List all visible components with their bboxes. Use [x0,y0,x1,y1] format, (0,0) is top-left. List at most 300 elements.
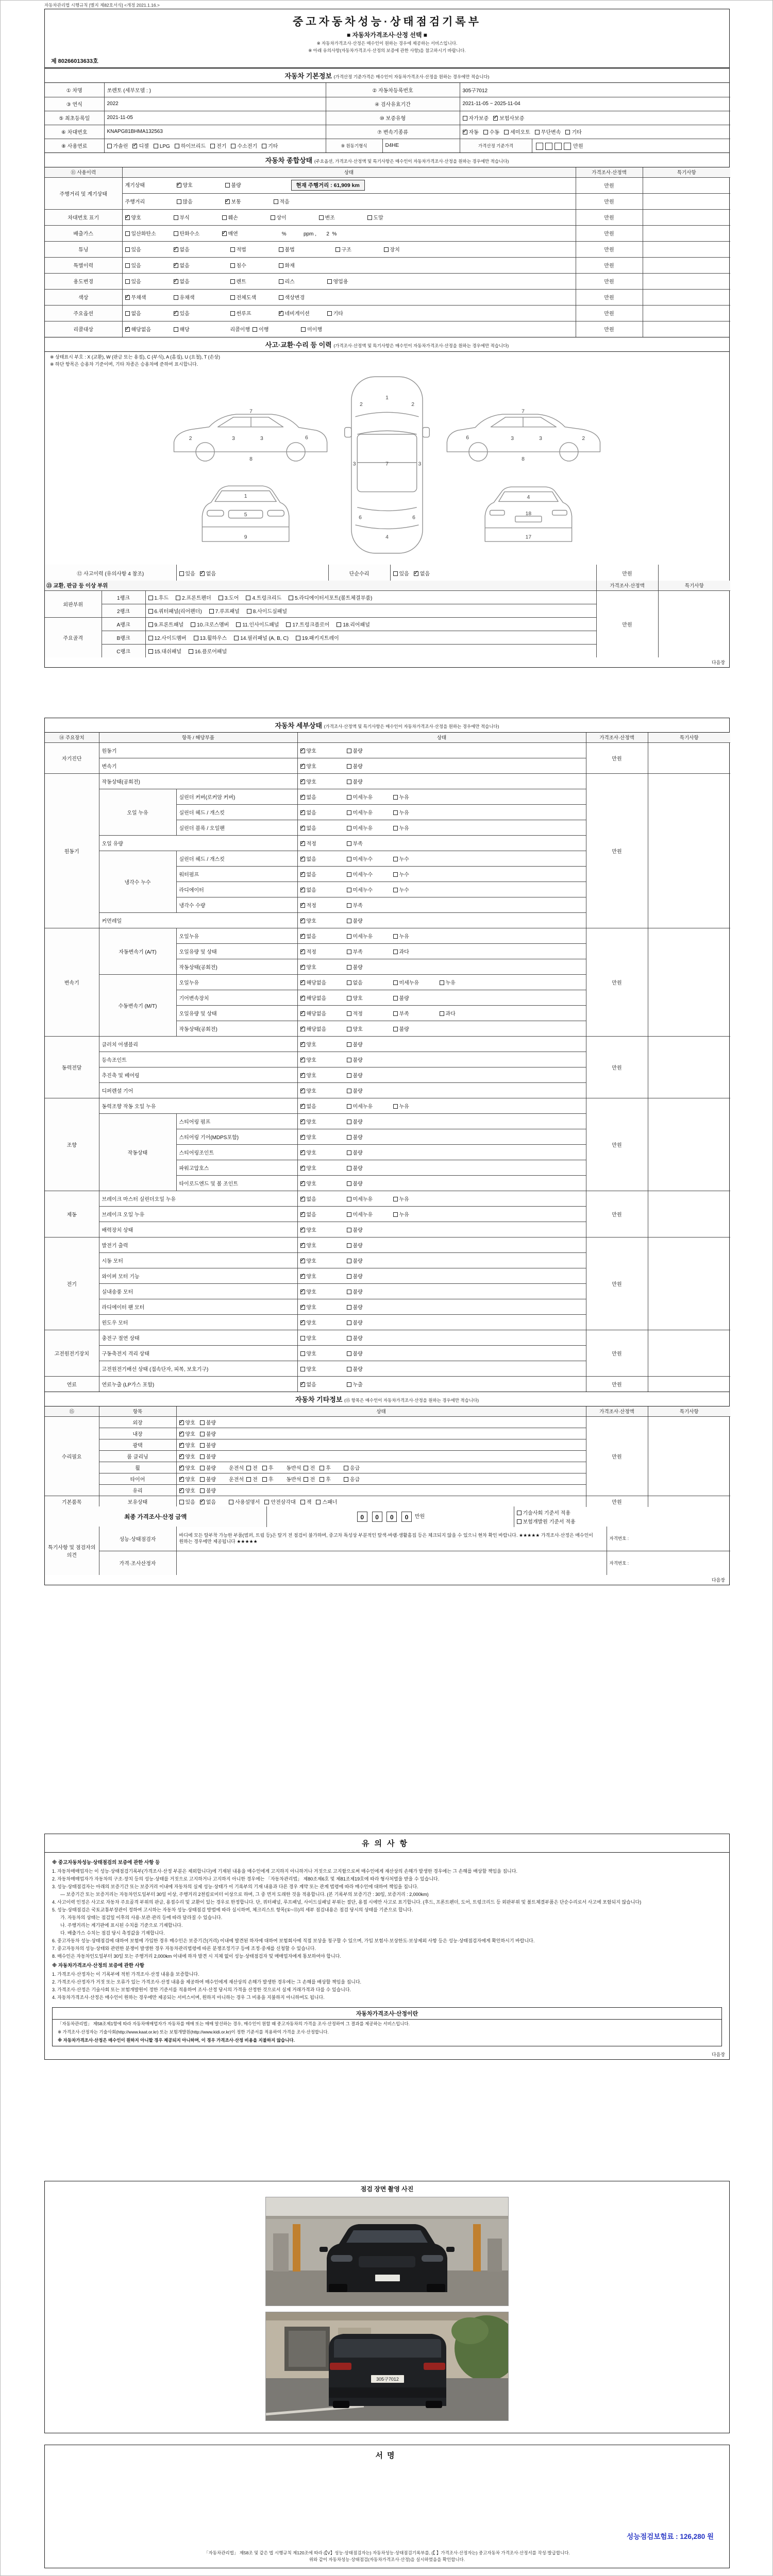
option-label: 보통 [231,199,241,205]
section-header-detail [45,718,729,733]
option-label: 자동 [468,130,479,135]
option-label: 없음 [179,247,190,253]
status-cell [297,959,586,974]
checkbox-option [300,994,346,1002]
option-label: 부족 [352,903,363,909]
checkbox-option [194,634,227,641]
unchecked-checkbox-icon [347,1228,351,1232]
price-cell: 만원 [576,257,643,273]
appraiser-qualification: 자격번호 : [607,1551,730,1575]
checked-checkbox-icon [279,311,283,316]
checkbox-option [565,128,581,135]
section-title: 자동차 종합상태 [265,157,313,164]
unchecked-checkbox-icon [393,795,398,800]
checkbox-option [231,142,257,149]
note-cell [643,305,730,321]
note-cell [648,1237,730,1330]
svg-text:5: 5 [244,512,247,518]
checkbox-option [279,293,326,301]
checked-checkbox-icon [300,1104,305,1109]
svg-text:3: 3 [352,461,356,467]
table-row [45,97,730,111]
unchecked-checkbox-icon [347,1305,351,1310]
column-header: ⑮ [45,1406,99,1416]
note-cell [643,257,730,273]
option-label: 미이행 [307,327,323,333]
option-label: 불량 [352,1088,363,1094]
checked-checkbox-icon [174,311,178,316]
unchecked-checkbox-icon [384,247,389,252]
pricing-standard-options [514,1506,730,1527]
checkbox-option [347,1133,392,1141]
status-cell [297,1005,586,1021]
checkbox-option [347,1303,392,1311]
option-label: 10.크로스멤버 [197,622,229,628]
option-label: 양호 [306,1150,316,1156]
overall-row [45,289,730,305]
option-label: 없음 [206,571,216,577]
option-label: 불량 [352,1181,363,1187]
note-cell [643,273,730,289]
unchecked-checkbox-icon [393,950,398,954]
column-header: 가격조사·산정액 [576,167,643,177]
checkbox-option [300,762,346,770]
option-label: 미세누수 [352,887,373,893]
overall-row [45,209,730,225]
option-label: 해당없음 [131,327,152,333]
checked-checkbox-icon [300,795,305,800]
svg-text:2: 2 [411,402,415,408]
option-label: 매연 [228,231,238,237]
status-cell [297,1144,586,1160]
unchecked-checkbox-icon [347,934,351,939]
option-label: 후 [326,1477,331,1483]
final-price-value [266,1506,514,1527]
checkbox-option [125,325,173,333]
note-cell [643,209,730,225]
panel-group-label: 주요골격 [45,617,102,657]
next-page-marker: 다음장 [711,660,725,665]
history-item-label: 색상 [45,289,122,305]
option-label: 없음 [306,810,316,816]
option-label: 양호 [306,1073,316,1079]
repair-group-label: 수리필요 [45,1416,99,1496]
option-label: 상이 [276,215,287,221]
option-label: 1.후드 [154,595,169,601]
unchecked-checkbox-icon [230,311,235,316]
unchecked-checkbox-icon [209,609,214,614]
price-cell: 만원 [586,1237,648,1330]
checkbox-option [300,1303,346,1311]
option-label: 누수 [399,887,409,893]
notice-line: 6. 중고자동차 성능·상태점검에 대하여 보험에 가입한 경우 매수인은 보증기간(거리) 이내에 발견된 하자에 대하여 보험회사에 직접 보상을 청구할 수 있으며, 가입 보험사·보상한도·보상제외 사항 등은 성능·상태점검자에게 확인하시기 바랍니다. [52,1938,535,1944]
checkbox-option [225,197,273,205]
option-label: 양호 [306,1042,316,1048]
checkbox-option [236,620,279,628]
field-label-first-registration: ⑤ 최초등록일 [45,111,104,125]
option-label: 6.쿼터패널(리어펜더) [154,608,202,615]
option-label: 불량 [352,764,363,770]
option-label: 보험사보증 [499,116,525,122]
option-label: 응급 [349,1465,360,1471]
engine-type-value: D4HE [382,139,460,152]
svg-text:8: 8 [522,456,525,462]
note-cell [658,590,730,657]
checked-checkbox-icon [222,231,227,236]
unchecked-checkbox-icon [175,144,179,148]
checkbox-option [179,569,195,577]
overall-status-table [45,167,730,337]
option-label: 없음 [306,887,316,893]
checkbox-option [225,181,273,189]
overall-row [45,177,730,193]
option-label: 7.루프패널 [215,608,240,615]
price-cell: 만원 [576,273,643,289]
option-label: 불량 [399,1026,409,1032]
status-cell [176,1496,586,1507]
item-label: 유리 [99,1484,176,1496]
item-label: 시동 모터 [99,1252,297,1268]
checkbox-option [347,901,392,909]
option-label: 기타 [333,311,343,317]
checked-checkbox-icon [179,1488,184,1493]
item-label: 구동축전지 격리 상태 [99,1345,297,1361]
unchecked-checkbox-icon [347,1382,351,1387]
section-note: (가격조사·산정액 및 특기사항은 매수인이 자동차가격조사·산정을 원하는 경우에만 적습니다) [324,724,499,729]
unchecked-checkbox-icon [246,1477,251,1482]
definition-line: ※ 가격조사·산정자는 기술사회(http://www.kaat.or.kr) 또는 보험개발원(http://www.kidi.or.kr)이 정한 기준서를 적용하여 가격을 조사·산정합니다. [58,2029,329,2035]
appraiser-role-label: 가격·조사산정자 [99,1551,176,1575]
checked-checkbox-icon [177,183,181,188]
unchecked-checkbox-icon [347,764,351,769]
checkbox-option [347,1117,392,1125]
note-cell [648,1191,730,1237]
option-label: 양호 [306,1274,316,1280]
status-cell [176,1473,586,1484]
detail-row [45,1376,730,1392]
overall-row [45,273,730,289]
sub-item-label: 계기상태 [125,183,145,189]
unchecked-checkbox-icon [393,810,398,815]
signature-legal-text [45,2550,729,2564]
inspector-opinion-text: 바디에 모든 탈부착 가능한 부품(범퍼, 트림 등)은 탈거 전 점검이 불가하며, 중고차 특성상 부분적인 탈색·바램·생활흠집 등은 체크되지 않을 수 있으니 현차 확인 바랍니다. ★★★★★ 가격조사·산정은 매수인이 원하는 경우에만 제공됩니다 ★★★★★ [176,1527,607,1551]
unchecked-checkbox-icon [200,1432,205,1436]
simple-repair-options [390,565,596,581]
option-label: 구조 [341,247,351,253]
checkbox-option [300,1056,346,1063]
status-cell [297,820,586,835]
unchecked-checkbox-icon [279,263,283,268]
option-label: 해당없음 [306,980,327,986]
option-label: 양호 [306,1088,316,1094]
option-label: 적정 [352,1011,363,1017]
checkbox-option [347,1334,392,1342]
status-cell [176,1439,586,1450]
section-header-accident [45,337,729,352]
checkbox-option [125,213,173,221]
option-label: 누유 [399,810,409,816]
sub-item-label: 타이로드엔드 및 볼 조인트 [176,1175,297,1191]
unchecked-checkbox-icon [279,295,283,300]
unchecked-checkbox-icon [225,183,230,188]
unchecked-checkbox-icon [347,1336,351,1341]
option-label: 양호 [306,1351,316,1357]
unchecked-checkbox-icon [286,622,291,627]
checkbox-option [347,947,392,955]
price-cell: 만원 [586,1376,648,1392]
checked-checkbox-icon [179,1443,184,1448]
unchecked-checkbox-icon [347,1351,351,1356]
item-label: 배력장치 상태 [99,1222,297,1237]
checked-checkbox-icon [300,764,305,769]
price-cell: 만원 [586,1330,648,1376]
checkbox-option [393,808,439,816]
price-unit: 만원 [573,143,583,149]
option-label: 네비게이션 [284,311,310,317]
checkbox-option [393,569,409,577]
note-cell [648,742,730,773]
option-label: 불량 [352,1150,363,1156]
insurance-fee-value: 126,280 원 [680,2533,714,2540]
option-label: 잭 [306,1499,312,1505]
item-label: 등속조인트 [99,1052,297,1067]
price-cell: 만원 [586,1496,648,1507]
option-label: 누유 [399,1104,409,1110]
overall-row [45,257,730,273]
notice-title: 유의사항 [45,1834,729,1853]
checked-checkbox-icon [463,130,467,134]
checkbox-option [517,1509,728,1516]
unchecked-checkbox-icon [347,1011,351,1016]
unchecked-checkbox-icon [274,199,278,204]
option-label: 4.트렁크리드 [252,595,282,601]
option-label: 있음 [131,263,141,269]
detail-row [45,1330,730,1345]
inspection-photo-front-wrap [45,2197,729,2308]
option-label: 불량 [206,1465,216,1471]
unchecked-checkbox-icon [200,1488,205,1493]
sub-item-label: 스티어링조인트 [176,1144,297,1160]
option-label: 불량 [231,183,241,189]
option-label: 적음 [279,199,290,205]
legal-line-1: 「자동차관리법」 제58조 및 같은 법 시행규칙 제120조에 따라 (【V】성능·상태점검자는) 자동차성능·상태점검기록부를, (【 】가격조사·산정자는) 중고자동차 가격조사·산정서를 작성·발급합니다. [204,2550,570,2555]
checkbox-option [300,886,346,893]
unchecked-checkbox-icon [393,1104,398,1109]
unchecked-checkbox-icon [200,1477,205,1482]
item-label: 추진축 및 베어링 [99,1067,297,1082]
option-label: 16.플로어패널 [195,649,227,655]
panel-items-cell [145,644,596,657]
unchecked-checkbox-icon [393,1011,398,1016]
checked-checkbox-icon [300,965,305,970]
checkbox-option [300,1272,346,1280]
option-label: 있음 [131,279,141,285]
sub-item-label: 실린더 헤드 / 개스킷 [176,851,297,866]
option-label: 침수 [236,263,246,269]
unchecked-checkbox-icon [347,1243,351,1248]
unchecked-checkbox-icon [347,1104,351,1109]
unchecked-checkbox-icon [320,1466,324,1470]
option-label: 없음 [306,794,316,801]
option-label: 누수 [399,872,409,878]
column-header: ⑭ 주요장치 [45,733,99,742]
definition-box-title: 자동차가격조사·산정이란 [53,2008,721,2020]
checkbox-option [264,1498,295,1505]
first-registration-value: 2021-11-05 [104,111,326,125]
option-label: 불량 [352,1258,363,1264]
option-label: 불량 [206,1431,216,1437]
status-cell [297,912,586,928]
checkbox-option [493,114,524,122]
svg-text:1: 1 [385,395,389,401]
checkbox-option [125,261,173,269]
item-label: 냉각수 누수 [99,851,176,912]
unchecked-checkbox-icon [344,1466,348,1470]
option-label: 미세누유 [352,1212,373,1218]
checkbox-option [179,1430,195,1437]
accident-history-table [45,565,730,581]
checkbox-option [174,277,221,285]
item-label: 실내송풍 모터 [99,1283,297,1299]
section-header-etc [45,1392,729,1406]
svg-text:2: 2 [582,436,585,442]
checkbox-option [253,325,300,333]
status-cell [297,1361,586,1376]
checkbox-option [300,1117,346,1125]
option-label: 자가보증 [468,116,489,122]
section-note: (가격산정 기준가격은 매수인이 자동차가격조사·산정을 원하는 경우에만 적습니다) [333,74,490,79]
device-label: 원동기 [45,773,99,928]
checkbox-option [393,994,439,1002]
item-label: 휠 [99,1462,176,1473]
checkbox-option [179,1486,195,1494]
option-label: 미세누수 [352,872,373,878]
checkbox-option [347,747,392,754]
svg-text:6: 6 [412,515,415,521]
option-label: 불량 [352,964,363,971]
price-cell: 만원 [576,305,643,321]
option-label: 미세누유 [399,980,419,986]
table-row [45,139,730,152]
unchecked-checkbox-icon [177,199,181,204]
checkbox-option [393,886,439,893]
checkbox-option [174,293,221,301]
document-subtitle: ■ 자동차가격조사·산정 선택 ■ [346,31,427,39]
item-label: 변속기 [99,758,297,773]
sub-item-label: 오일유량 및 상태 [176,1005,297,1021]
checked-checkbox-icon [300,1305,305,1310]
status-cell [122,257,576,273]
option-label: 11.인사이드패널 [242,622,279,628]
panel-items-cell [145,604,596,617]
item-label: 작동상태(공회전) [99,773,297,789]
unchecked-checkbox-icon [347,1367,351,1371]
device-label: 변속기 [45,928,99,1036]
checkbox-option [393,793,439,801]
option-label: 양호 [306,1366,316,1372]
device-label: 동력전달 [45,1036,99,1098]
svg-text:1: 1 [244,493,247,499]
option-label: 양호 [306,1243,316,1249]
checkbox-option [300,870,346,878]
checkbox-option [286,620,329,628]
unchecked-checkbox-icon [535,130,540,134]
checkbox-option [393,1009,439,1017]
inspection-photo-rear-wrap [45,2312,729,2423]
svg-text:3: 3 [232,436,235,442]
history-item-label: 주행거리 및 계기상태 [45,177,122,209]
section-header-basic-info [45,68,729,83]
unchecked-checkbox-icon [262,1466,267,1470]
option-label: 양호 [306,1134,316,1141]
svg-text:17: 17 [525,534,532,540]
definition-line: 「자동차관리법」 제58조제1항에 따라 자동차매매업자가 자동차를 매매 또는 매매 알선하는 경우, 매수인이 원할 때 중고자동차의 가격을 조사·산정하여 그 결과를 제공하는 서비스입니다. [58,2021,410,2027]
checkbox-option [347,870,392,878]
inspector-opinion-table [45,1527,730,1575]
checked-checkbox-icon [300,1042,305,1047]
option-label: 양호 [306,1119,316,1125]
option-label: 양호 [306,918,316,924]
rank-label: C랭크 [102,644,145,657]
history-item-label: 주요옵션 [45,305,122,321]
option-label: 사용설명서 [235,1499,260,1505]
option-label: 불량 [352,1042,363,1048]
checkbox-option [347,1102,392,1110]
vehicle-panel-diagram [160,370,614,560]
checkbox-option [300,808,346,816]
notice-line: 1. 자동차매매업자는 이 성능·상태점검기록부(가격조사·산정 부분은 제외합니다)에 기재된 내용을 매수인에게 고지하지 아니하거나 거짓으로 고지함으로써 매수인에게 재산상의 손해가 발생한 경우에는 그 손해를 배상할 책임을 집니다. [52,1868,517,1874]
table-row [45,1506,730,1527]
next-page-marker: 다음장 [711,1578,725,1583]
option-label: 미세누유 [352,810,373,816]
option-label: 양호 [306,1304,316,1311]
sub-item-label: 작동상태(공회전) [176,1021,297,1036]
checkbox-option [174,325,221,333]
item-label: 와이퍼 모터 기능 [99,1268,297,1283]
unchecked-checkbox-icon [174,327,178,332]
checked-checkbox-icon [300,1011,305,1016]
checkbox-option [262,1464,274,1471]
option-label: 17.트렁크플로어 [292,622,330,628]
checkbox-option [148,620,184,628]
checkbox-option [246,594,281,601]
sub-item-label: 오일유량 및 상태 [176,943,297,959]
sub-item-label: 주행거리 [125,199,145,205]
column-header: 특기사항 [643,167,730,177]
section-note: (가격조사·산정액 및 특기사항은 매수인이 자동차가격조사·산정을 원하는 경우에만 적습니다) [333,343,509,348]
checkbox-option [393,1025,439,1032]
option-label: 전 [253,1477,258,1483]
checkbox-option [177,181,224,189]
column-header: 가격조사·산정액 [596,581,658,590]
panel-items-cell [145,590,596,604]
segment-label: 운전석 [229,1477,244,1483]
checkbox-option [347,839,392,847]
unchecked-checkbox-icon [344,1477,348,1482]
option-label: 불량 [206,1488,216,1494]
field-label-base-price: 가격산정 기준가격 [460,139,532,152]
status-cell [122,177,576,193]
rear-plate-number: 305구7012 [376,2377,399,2382]
checkbox-option [200,1441,216,1449]
option-label: 도말 [373,215,383,221]
unchecked-checkbox-icon [300,1367,305,1371]
option-label: 없음 [179,263,190,269]
option-label: 양호 [306,779,316,785]
checkbox-option [300,747,346,754]
unchecked-checkbox-icon [194,636,198,640]
detail-row [45,1191,730,1206]
